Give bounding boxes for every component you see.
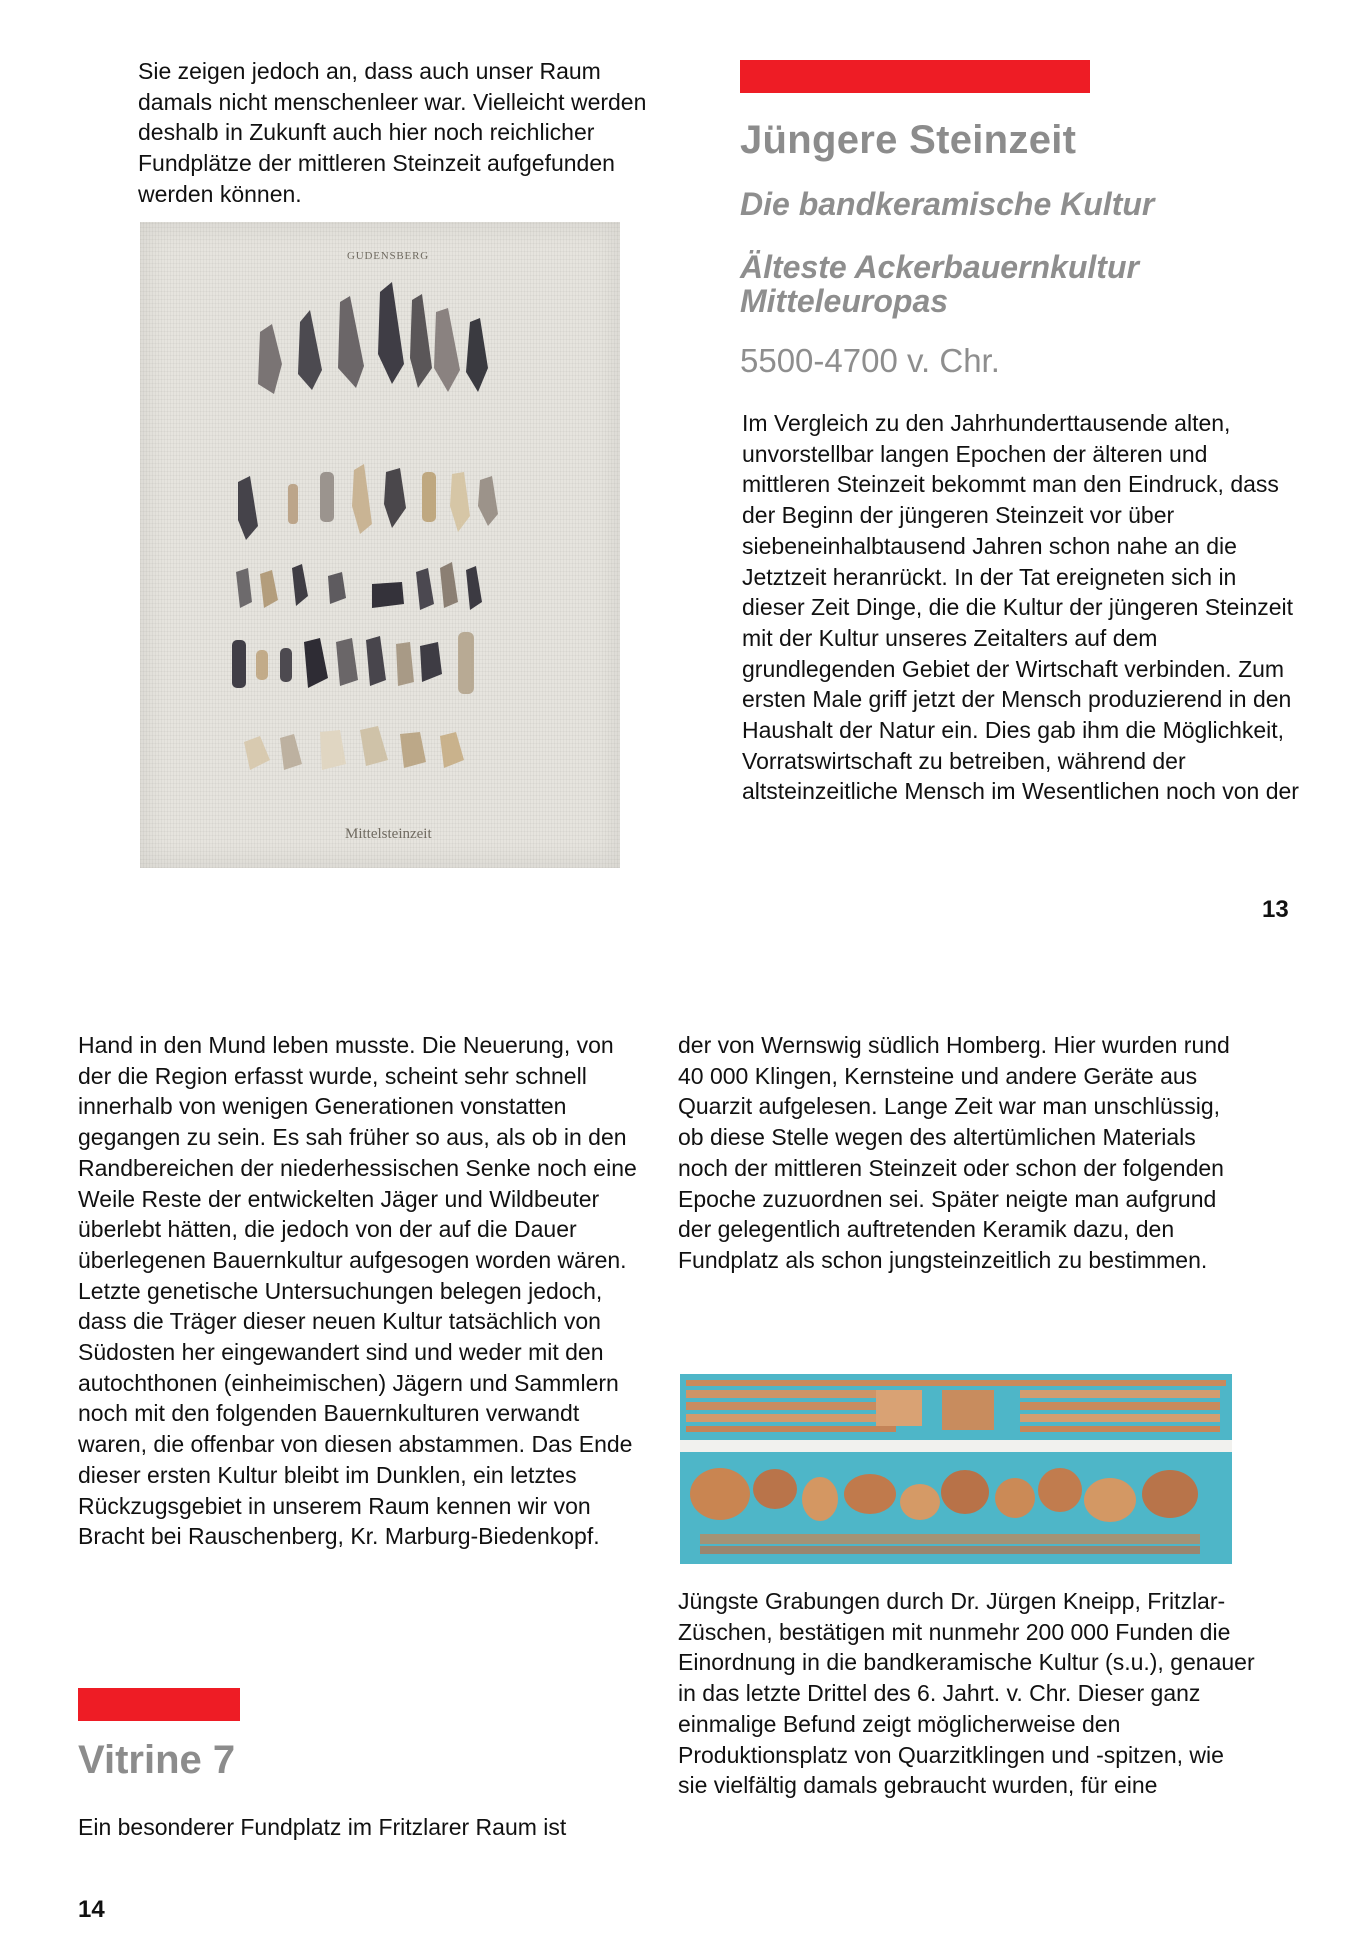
page14-left-paragraph: Hand in den Mund leben musste. Die Neuerung, von der die Region erfasst wurde, scheint sehr schnell innerhalb von wenigen Generationen vonstatten gegangen zu sein. Es sah früher so aus, als ob in den Randbereichen der niederhessischen Senke noch eine Weile Reste der entwickelten Jäger und Wildbeuter überlebt hätten, die jedoch von der auf die Dauer überlegenen Bauernkultur aufgesogen worden wären. Letzte genetische Untersuchungen belegen jedoch, dass die Träger dieser neuen Kultur tatsächlich von Südosten her eingewandert sind und weder mit den autochthonen (einheimischen) Jägern und Sammlern noch mit den folgenden Bauernkulturen verwandt waren, die offenbar von diesen abstammen. Das Ende dieser ersten Kultur bleibt im Dunklen, ein letztes Rückzugsgebiet in unserem Raum kennen wir von Bracht bei Rauschenberg, Kr. Marburg-Biedenkopf. — [78, 1032, 637, 1550]
section-red-bar — [740, 60, 1090, 93]
page13-right-paragraph: Im Vergleich zu den Jahrhunderttausende alten, unvorstellbar langen Epochen der älteren und mittleren Steinzeit bekommt man den Eindruck, dass der Beginn der jüngeren Steinzeit vor über siebeneinhalbtausend Jahren schon nahe an die Jetztzeit heranrückt. In der Tat ereigneten sich in dieser Zeit Dinge, die die Kultur der jüngeren Steinzeit mit der Kultur unseres Zeitalters auf dem grundlegenden Gebiet der Wirtschaft verbinden. Zum ersten Male griff jetzt der Mensch produzierend in den Haushalt der Natur ein. Dies gab ihm die Möglichkeit, Vorratswirtschaft zu betreiben, während der altsteinzeitliche Mensch im Wesentlichen noch von der — [742, 410, 1299, 805]
page13-left-paragraph: Sie zeigen jedoch an, dass auch unser Raum damals nicht menschenleer war. Vielleicht werden deshalb in Zukunft auch hier noch reichlicher Fundplätze der mittleren Steinzeit aufgefunden werden können. — [138, 58, 647, 207]
date-range: 5500-4700 v. Chr. — [740, 342, 1000, 379]
stone-tools-illustration — [140, 222, 620, 868]
section-subheading: Die bandkeramische Kultur — [740, 186, 1155, 222]
quartzite-blades-illustration — [680, 1374, 1232, 1564]
section-subheading-2: Älteste Ackerbauernkultur Mitteleuropas — [740, 249, 1139, 319]
vitrine-heading: Vitrine 7 — [78, 1738, 236, 1782]
page-number-14: 14 — [78, 1896, 105, 1923]
photo-label-top: GUDENSBERG — [347, 250, 429, 262]
page-number-13: 13 — [1262, 896, 1289, 923]
vitrine-paragraph: Ein besonderer Fundplatz im Fritzlarer Raum ist — [78, 1814, 567, 1840]
page14-caption-paragraph: Jüngste Grabungen durch Dr. Jürgen Kneipp, Fritzlar-Züschen, bestätigen mit nunmehr 200 000 Funden die Einordnung in die bandkeramische Kultur (s.u.), genauer in das letzte Drittel des 6. Jahrt. v. Chr. Dieser ganz einmalige Befund zeigt möglicherweise den Produktionsplatz von Quarzitklingen und -spitzen, wie sie vielfältig damals gebraucht wurden, für eine — [678, 1588, 1255, 1799]
mesolithic-tools-photo — [140, 222, 620, 868]
vitrine-red-bar — [78, 1688, 240, 1721]
quartzite-blades-photo — [680, 1374, 1232, 1564]
photo-label-bottom: Mittelsteinzeit — [345, 826, 432, 842]
page14-right-paragraph: der von Wernswig südlich Homberg. Hier wurden rund 40 000 Klingen, Kernsteine und andere Geräte aus Quarzit aufgelesen. Lange Zeit war man unschlüssig, ob diese Stelle wegen des altertümlichen Materials noch der mittleren Steinzeit oder schon der folgenden Epoche zuzuordnen sei. Später neigte man aufgrund der gelegentlich auftretenden Keramik dazu, den Fundplatz als schon jungsteinzeitlich zu bestimmen. — [678, 1032, 1230, 1273]
section-heading: Jüngere Steinzeit — [740, 118, 1077, 162]
